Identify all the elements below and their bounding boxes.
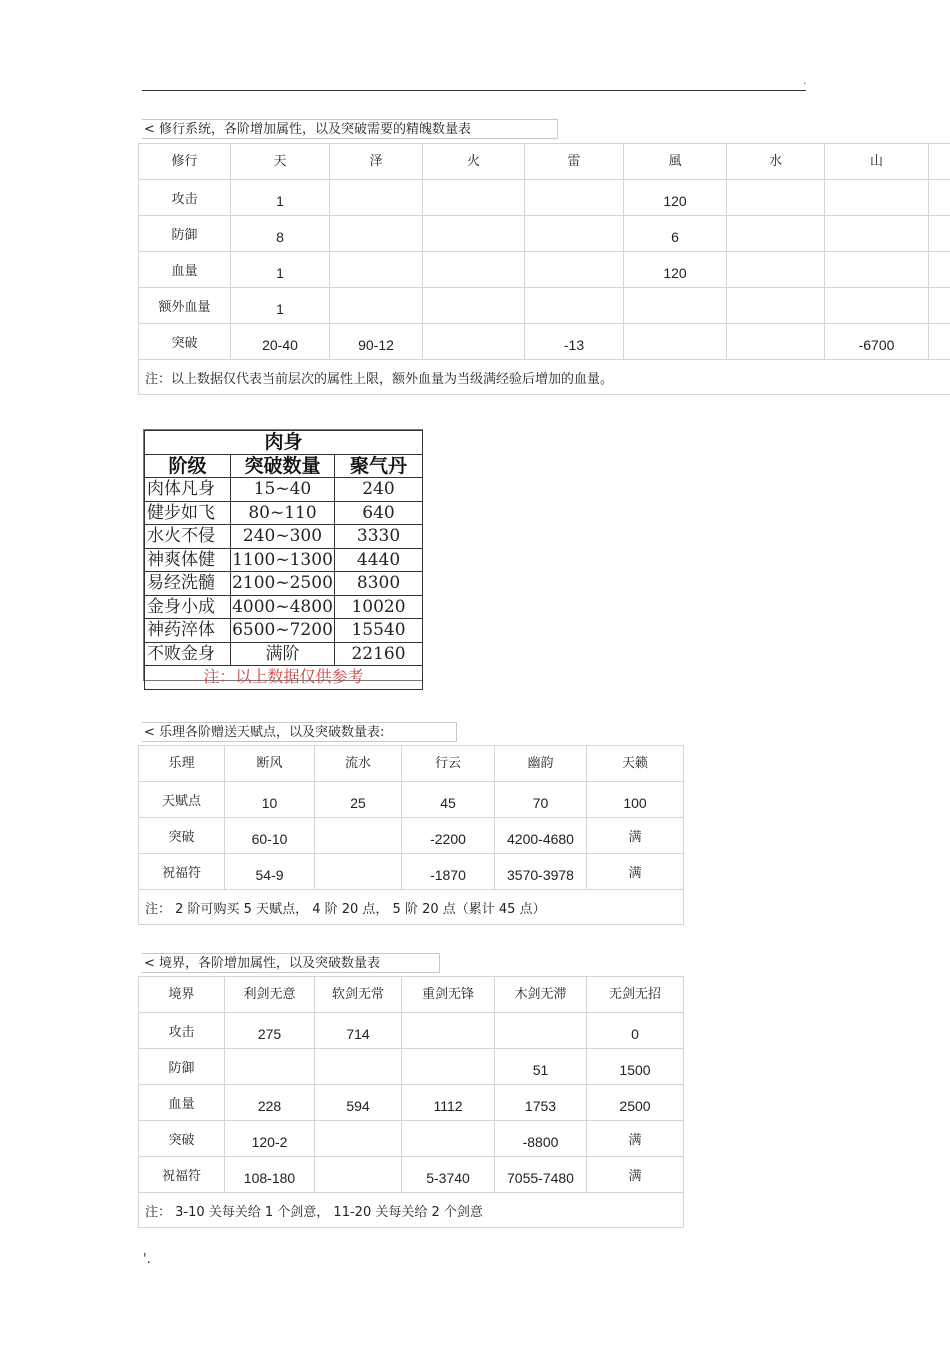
stage-cell: 金身小成 [145, 595, 231, 619]
table-cell [495, 1013, 587, 1049]
table-row [145, 525, 423, 549]
header-cell: 天籁 [587, 746, 684, 782]
header-cell: 断风 [225, 746, 315, 782]
table-cell: 3570-3978 [495, 854, 587, 890]
table-cell [525, 216, 624, 252]
header-cell: 雷 [525, 144, 624, 180]
table-note: 注： 2 阶可购买 5 天赋点， 4 阶 20 点， 5 阶 20 点（累计 45 点） [139, 890, 684, 925]
table-cell: 228 [225, 1085, 315, 1121]
header-cell: 聚气丹 [335, 454, 423, 478]
table-cell [825, 288, 929, 324]
table-cell: 45 [402, 782, 495, 818]
table-cell: 275 [225, 1013, 315, 1049]
table-cell [315, 818, 402, 854]
table-cell: 0 [587, 1013, 684, 1049]
table-row [139, 288, 950, 324]
row-label: 天赋点 [139, 782, 225, 818]
table-header-row [139, 746, 684, 782]
header-cell: 山 [825, 144, 929, 180]
table-cell: 640 [335, 501, 423, 525]
table-cell: 15540 [335, 619, 423, 643]
table-cell: 3330 [335, 525, 423, 549]
header-cell: 天 [231, 144, 330, 180]
stage-cell: 肉体凡身 [145, 478, 231, 502]
realm-caption: < 境界，各阶增加属性，以及突破数量表 [142, 953, 440, 973]
row-label: 额外血量 [139, 288, 231, 324]
table-cell [727, 252, 825, 288]
table-cell [825, 252, 929, 288]
table-cell [423, 324, 525, 360]
table-row [145, 572, 423, 596]
table-cell [330, 252, 423, 288]
table-cell: 2100~2500 [232, 573, 333, 594]
table-cell: 240~300 [231, 525, 335, 549]
header-cell: 软剑无常 [315, 977, 402, 1013]
top-mark: . [803, 74, 807, 87]
bottom-mark: '. [143, 1252, 151, 1267]
table-cell: 54-9 [225, 854, 315, 890]
table-cell [525, 180, 624, 216]
table-cell: 1500 [587, 1049, 684, 1085]
header-cell: 乐理 [139, 746, 225, 782]
table-cell: 120-2 [225, 1121, 315, 1157]
table-row [139, 216, 950, 252]
note-row [139, 890, 684, 925]
table-cell: 满 [587, 818, 684, 854]
table-cell [402, 1049, 495, 1085]
table-cell [225, 1049, 315, 1085]
table-cell: 2500 [587, 1085, 684, 1121]
header-cell: 无剑无招 [587, 977, 684, 1013]
table-cell: 8 [231, 216, 330, 252]
table-cell: 15~40 [231, 478, 335, 502]
table-row [139, 180, 950, 216]
table-cell: 60-10 [225, 818, 315, 854]
table-cell: 22160 [335, 642, 423, 666]
table-row [145, 595, 423, 619]
stage-cell: 神药淬体 [145, 619, 231, 643]
table-cell [330, 180, 423, 216]
flesh-note: 注：以上数据仅供参考 [145, 666, 423, 690]
header-cell: 突破数量 [231, 454, 335, 478]
table-cell [525, 252, 624, 288]
table-row [145, 548, 423, 572]
flesh-table-image [143, 429, 423, 687]
table-cell: 594 [315, 1085, 402, 1121]
empty-cell [929, 288, 950, 324]
top-rule [142, 90, 806, 91]
table-cell [624, 324, 727, 360]
table-cell: 5-3740 [402, 1157, 495, 1193]
row-label: 突破 [139, 324, 231, 360]
row-label: 突破 [139, 818, 225, 854]
stage-cell: 健步如飞 [145, 501, 231, 525]
table-row [139, 324, 950, 360]
table-row [139, 1085, 684, 1121]
table-cell: 120 [624, 252, 727, 288]
stage-cell: 神爽体健 [145, 548, 231, 572]
table-cell: 108-180 [225, 1157, 315, 1193]
table-cell: -13 [525, 324, 624, 360]
row-label: 攻击 [139, 1013, 225, 1049]
table-row [139, 1157, 684, 1193]
row-label: 防御 [139, 1049, 225, 1085]
table-cell: 1 [231, 252, 330, 288]
table-cell: 8300 [335, 572, 423, 596]
table-cell: 1 [231, 180, 330, 216]
table-cell [315, 1049, 402, 1085]
header-cell: 境界 [139, 977, 225, 1013]
table-row [139, 818, 684, 854]
table-cell: 10 [225, 782, 315, 818]
table-row [139, 1013, 684, 1049]
table-cell [315, 1121, 402, 1157]
stage-cell: 易经洗髓 [145, 572, 231, 596]
table-cell: 20-40 [231, 324, 330, 360]
table-cell: 4440 [335, 548, 423, 572]
table-row [139, 1121, 684, 1157]
table-cell: -1870 [402, 854, 495, 890]
music-caption: < 乐理各阶赠送天赋点，以及突破数量表: [142, 722, 457, 742]
table-cell: 满阶 [231, 642, 335, 666]
cultivation-table [138, 143, 950, 395]
empty-cell [929, 180, 950, 216]
table-cell: 满 [587, 1121, 684, 1157]
table-cell [330, 288, 423, 324]
row-label: 突破 [139, 1121, 225, 1157]
header-cell: 阶级 [145, 454, 231, 478]
row-label: 防御 [139, 216, 231, 252]
row-label: 祝福符 [139, 854, 225, 890]
table-cell: 240 [335, 478, 423, 502]
table-cell [402, 1121, 495, 1157]
table-cell: 4200-4680 [495, 818, 587, 854]
empty-cell [929, 144, 950, 180]
table-cell [315, 854, 402, 890]
row-label: 攻击 [139, 180, 231, 216]
header-cell: 重剑无锋 [402, 977, 495, 1013]
realm-table [138, 976, 684, 1228]
table-row [139, 1049, 684, 1085]
table-cell: 120 [624, 180, 727, 216]
table-cell: 1 [231, 288, 330, 324]
table-row [145, 619, 423, 643]
table-cell [423, 288, 525, 324]
table-cell [727, 180, 825, 216]
table-cell: 1753 [495, 1085, 587, 1121]
table-cell [727, 324, 825, 360]
table-cell [525, 288, 624, 324]
table-cell [624, 288, 727, 324]
header-cell: 水 [727, 144, 825, 180]
table-cell: 51 [495, 1049, 587, 1085]
table-note: 注： 3-10 关每关给 1 个剑意， 11-20 关每关给 2 个剑意 [139, 1193, 684, 1228]
table-cell: 10020 [335, 595, 423, 619]
row-label: 血量 [139, 1085, 225, 1121]
table-cell [825, 216, 929, 252]
table-cell: -2200 [402, 818, 495, 854]
table-cell [423, 180, 525, 216]
table-cell: -8800 [495, 1121, 587, 1157]
table-row [139, 782, 684, 818]
table-note: 注：以上数据仅代表当前层次的属性上限，额外血量为当级满经验后增加的血量。 [139, 360, 950, 395]
table-row [139, 252, 950, 288]
table-cell [423, 216, 525, 252]
header-cell: 行云 [402, 746, 495, 782]
empty-cell [929, 216, 950, 252]
table-header-row [139, 144, 950, 180]
table-cell: 4000~4800 [232, 596, 333, 617]
header-cell: 幽韵 [495, 746, 587, 782]
header-cell: 泽 [330, 144, 423, 180]
note-row [139, 1193, 684, 1228]
table-cell [727, 288, 825, 324]
row-label: 血量 [139, 252, 231, 288]
table-cell: 6 [624, 216, 727, 252]
header-cell: 火 [423, 144, 525, 180]
table-cell: 1112 [402, 1085, 495, 1121]
table-cell: 满 [587, 1157, 684, 1193]
table-row [145, 642, 423, 666]
header-cell: 風 [624, 144, 727, 180]
table-cell: 25 [315, 782, 402, 818]
header-cell: 修行 [139, 144, 231, 180]
table-cell: 70 [495, 782, 587, 818]
table-cell [727, 216, 825, 252]
table-row [145, 478, 423, 502]
header-cell: 流水 [315, 746, 402, 782]
table-cell: 80~110 [231, 501, 335, 525]
table-cell: 1100~1300 [232, 549, 333, 570]
music-table [138, 745, 684, 925]
table-cell [423, 252, 525, 288]
note-row [139, 360, 950, 395]
table-cell: -6700 [825, 324, 929, 360]
table-row [139, 854, 684, 890]
empty-cell [929, 324, 950, 360]
table-cell [330, 216, 423, 252]
stage-cell: 水火不侵 [145, 525, 231, 549]
flesh-title: 肉身 [145, 431, 423, 455]
header-cell: 木剑无滞 [495, 977, 587, 1013]
header-cell: 利剑无意 [225, 977, 315, 1013]
table-header-row [139, 977, 684, 1013]
row-label: 祝福符 [139, 1157, 225, 1193]
table-cell [315, 1157, 402, 1193]
table-cell: 7055-7480 [495, 1157, 587, 1193]
table-cell: 满 [587, 854, 684, 890]
empty-cell [929, 252, 950, 288]
table-cell: 6500~7200 [232, 620, 333, 641]
table-cell [402, 1013, 495, 1049]
cultivation-caption: < 修行系统，各阶增加属性，以及突破需要的精魄数量表 [142, 119, 558, 139]
table-cell: 100 [587, 782, 684, 818]
table-cell [825, 180, 929, 216]
table-row [145, 501, 423, 525]
stage-cell: 不败金身 [145, 642, 231, 666]
table-cell: 714 [315, 1013, 402, 1049]
table-cell: 90-12 [330, 324, 423, 360]
